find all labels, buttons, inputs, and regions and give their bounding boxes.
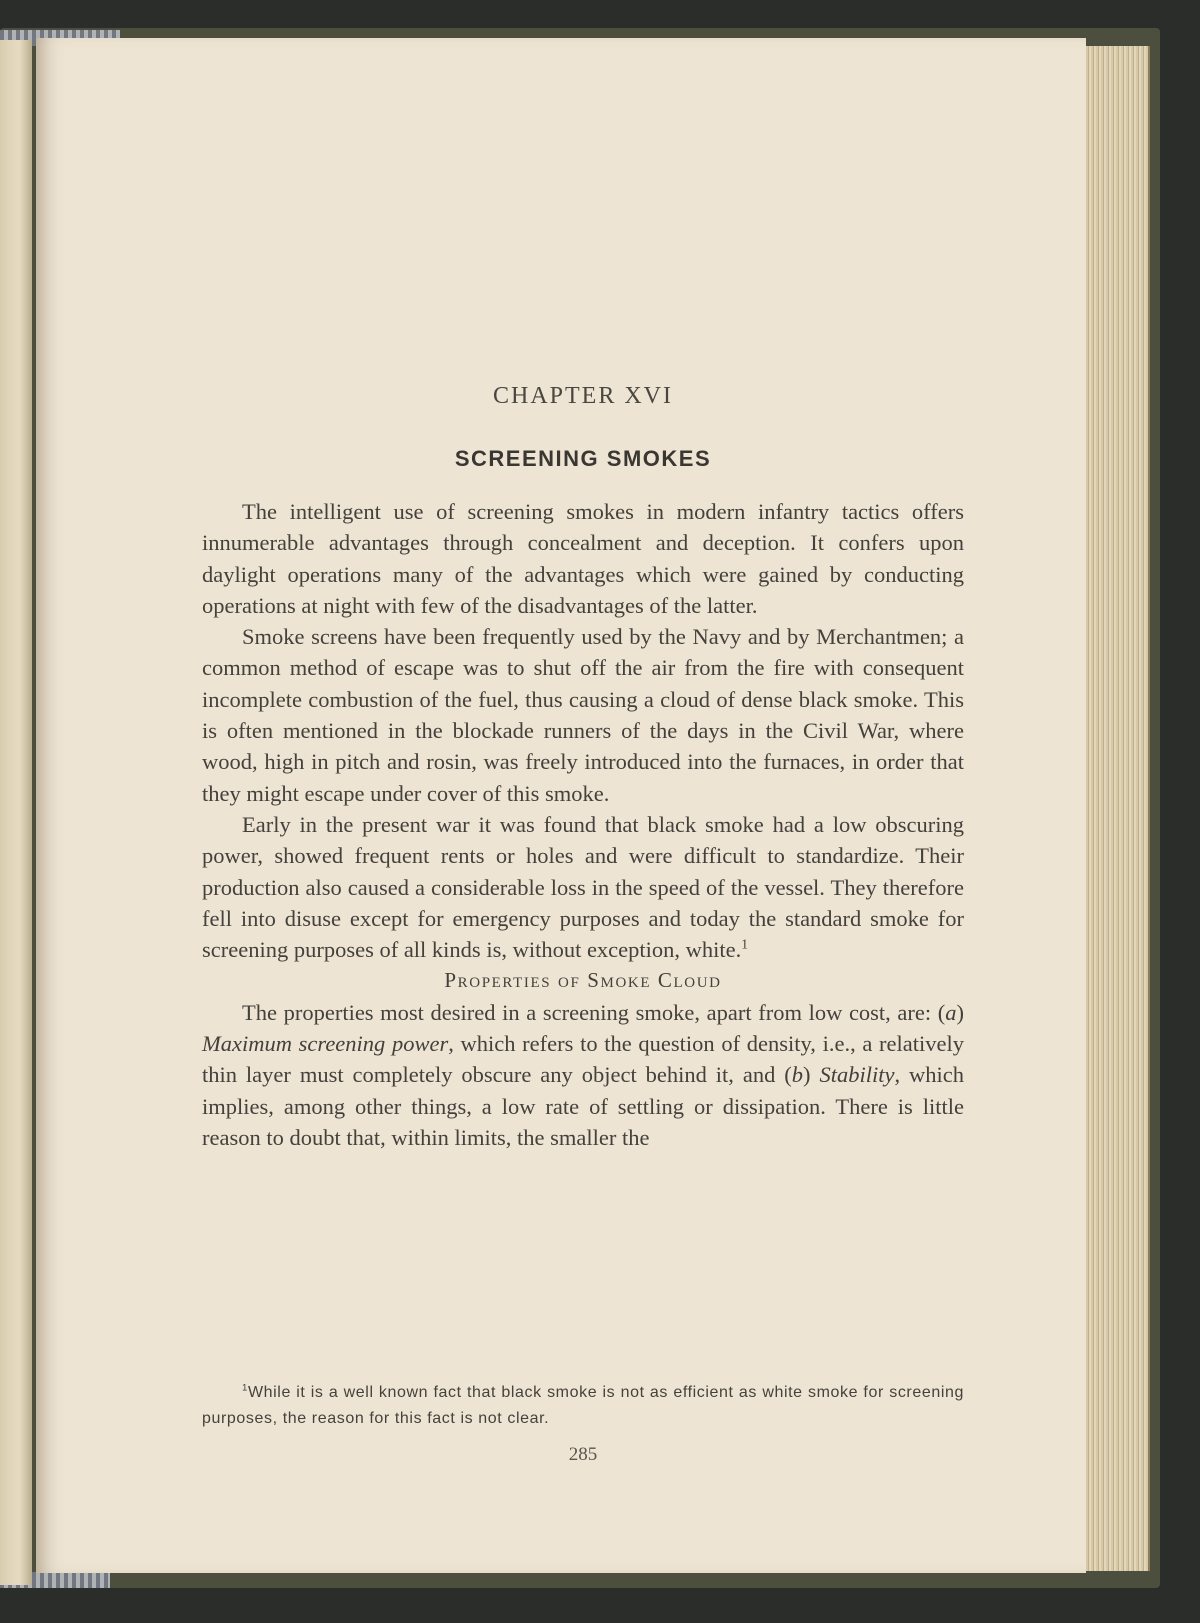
paragraph-3 [202, 809, 964, 965]
body-text [202, 496, 964, 1153]
footnote [202, 1380, 964, 1432]
book-page [36, 38, 1086, 1573]
paragraph-3-text: Early in the present war it was found that black smoke had a low obscuring power, showed frequent rents or holes and were difficult to standardize. Their production also caused a considerable loss in the speed of the vessel. They therefore fell into disuse except for emergency purposes and today the standard smoke for screening purposes of all kinds is, without exception, white. [202, 811, 964, 963]
footnote-text: While it is a well known fact that black smoke is not as efficient as white smoke for screening purposes, the reason for this fact is not clear. [202, 1384, 964, 1427]
left-page-edge [0, 40, 32, 1585]
paragraph-4: The properties most desired in a screening smoke, apart from low cost, are: (a) Maximum screening power, which refers to the question of density, i.e., a relatively thin layer must completely obscure any object behind it, and (b) Stability, which implies, among other things, a low rate of settling or dissipation. There is little reason to doubt that, within limits, the smaller the [202, 999, 964, 1150]
paragraph-1: The intelligent use of screening smokes in modern infantry tactics offers innumerable advantages through concealment and deception. It confers upon daylight operations many of the advantages which were gained by conducting operations at night with few of the disadvantages of the latter. [202, 499, 964, 618]
chapter-number: CHAPTER XVI [492, 383, 673, 409]
term-maximum-screening-power: Maximum screening power [202, 1031, 449, 1057]
chapter-title: SCREENING SMOKES [454, 446, 712, 471]
term-stability: Stability [819, 1062, 895, 1088]
section-heading: Properties of Smoke Cloud [444, 968, 722, 993]
paragraph-2: Smoke screens have been frequently used by the Navy and by Merchantmen; a common method of escape was to shut off the air from the fire with consequent incomplete combustion of the fuel, thus causing a cloud of dense black smoke. This is often mentioned in the blockade runners of the days in the Civil War, where wood, high in pitch and rosin, was freely introduced into the furnaces, in order that they might escape under cover of this smoke. [202, 624, 964, 806]
page-edges [1086, 46, 1150, 1571]
page-number: 285 [568, 1444, 598, 1465]
footnote-marker: 1 [242, 1382, 248, 1394]
footnote-ref: 1 [741, 936, 749, 952]
